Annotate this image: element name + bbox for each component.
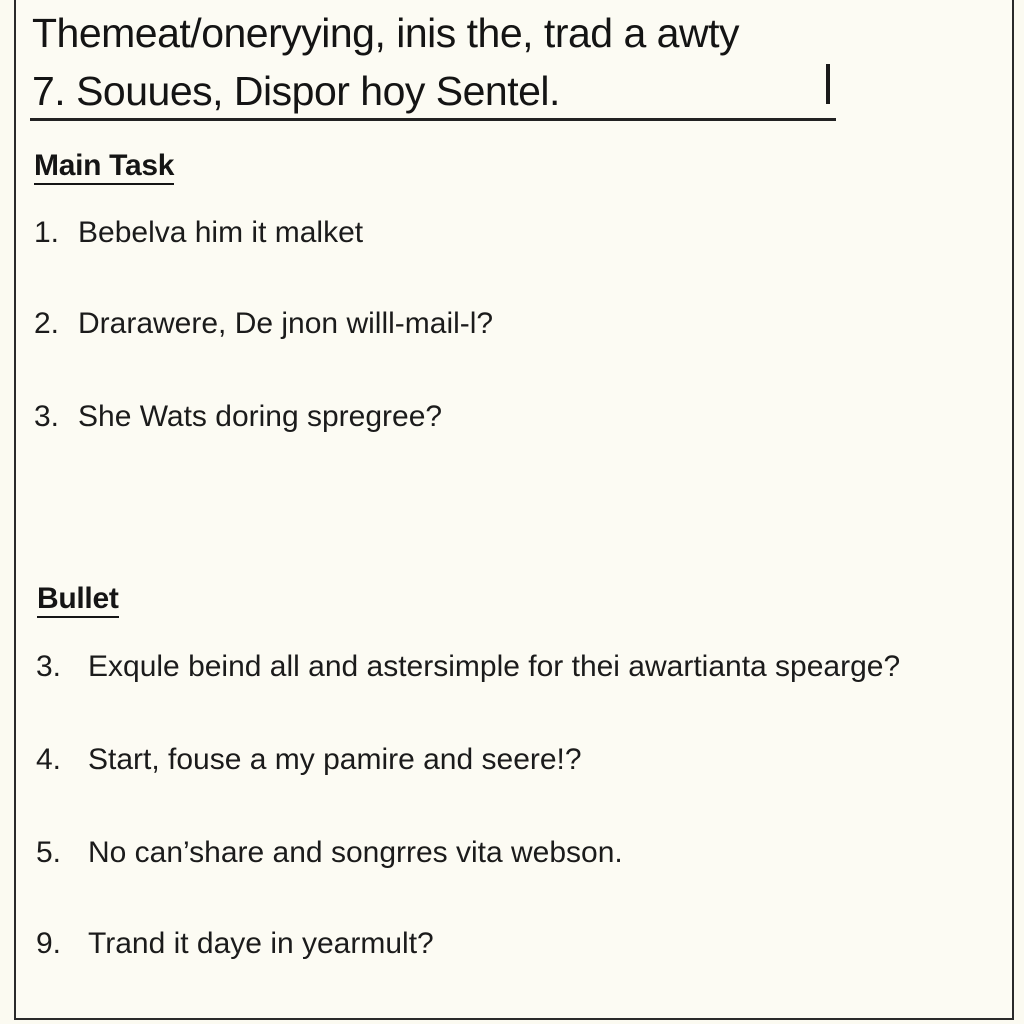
item-text: Bebelva him it malket — [78, 216, 364, 249]
item-number: 2. — [34, 307, 60, 340]
bullet-item — [36, 743, 582, 777]
title-line-2: 7. Souues, Dispor hoy Sentel. — [32, 68, 560, 114]
title-line-1: Themeat/oneryying, inis the, trad a awty — [32, 10, 739, 56]
bullet-heading: Bullet — [37, 583, 119, 618]
item-text: Drarawere, De jnon willl-mail-l? — [78, 307, 494, 340]
item-text: She Wats doring spregree? — [78, 400, 443, 433]
bullet-item — [36, 650, 900, 684]
main-task-item — [34, 216, 363, 250]
item-text: Start, fouse a my pamire and seere!? — [88, 743, 582, 776]
item-number: 3. — [36, 650, 62, 683]
vertical-bar-mark — [826, 64, 830, 104]
item-text: No can’share and songrres vita webson. — [88, 836, 623, 869]
item-text: Trand it daye in yearmult? — [88, 927, 434, 960]
item-number: 4. — [36, 743, 62, 776]
bullet-item — [36, 836, 623, 870]
main-task-item — [34, 400, 442, 434]
main-task-heading: Main Task — [34, 150, 174, 185]
title-underline — [30, 118, 836, 121]
main-task-item — [34, 307, 493, 341]
item-number: 1. — [34, 216, 60, 249]
bullet-item — [36, 927, 434, 961]
item-number: 9. — [36, 927, 62, 960]
item-text: Exqule beind all and astersimple for thei awartianta spearge? — [88, 650, 901, 683]
item-number: 3. — [34, 400, 60, 433]
item-number: 5. — [36, 836, 62, 869]
